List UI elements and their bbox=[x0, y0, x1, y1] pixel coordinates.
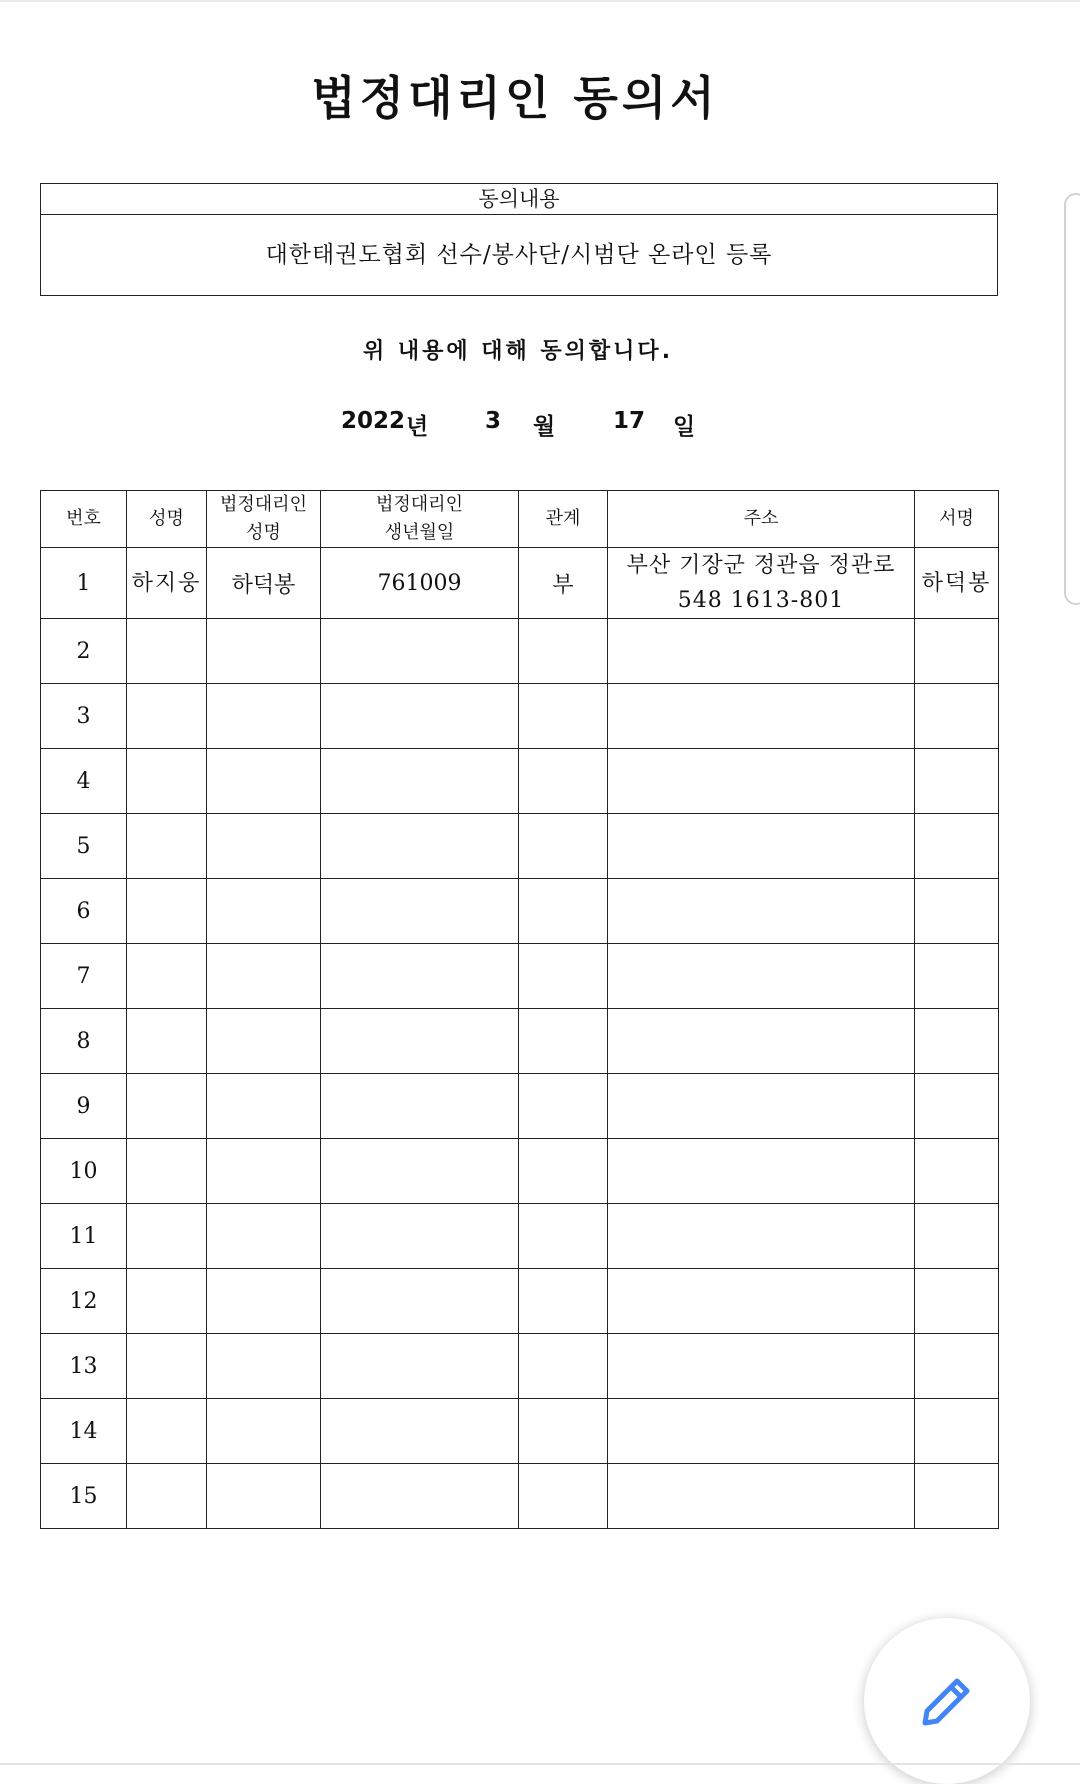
cell-signature: 하덕봉 bbox=[915, 548, 999, 619]
cell-address bbox=[608, 1074, 915, 1139]
cell-guardian-birth bbox=[321, 1139, 519, 1204]
cell-no: 5 bbox=[41, 814, 127, 879]
cell-guardian-birth bbox=[321, 619, 519, 684]
date-year: 2022 bbox=[341, 408, 406, 434]
cell-signature bbox=[915, 1269, 999, 1334]
cell-address bbox=[608, 1269, 915, 1334]
cell-relation bbox=[519, 684, 608, 749]
cell-no: 10 bbox=[41, 1139, 127, 1204]
cell-name bbox=[127, 1139, 207, 1204]
cell-relation bbox=[519, 1139, 608, 1204]
table-row bbox=[41, 879, 999, 944]
cell-guardian-name bbox=[207, 684, 321, 749]
cell-guardian-name bbox=[207, 1204, 321, 1269]
cell-signature bbox=[915, 1334, 999, 1399]
cell-no: 3 bbox=[41, 684, 127, 749]
cell-relation bbox=[519, 814, 608, 879]
cell-no: 2 bbox=[41, 619, 127, 684]
cell-guardian-name bbox=[207, 1074, 321, 1139]
table-row bbox=[41, 944, 999, 1009]
cell-guardian-birth bbox=[321, 814, 519, 879]
cell-name bbox=[127, 1334, 207, 1399]
cell-address bbox=[608, 1009, 915, 1074]
cell-address bbox=[608, 749, 915, 814]
cell-no: 11 bbox=[41, 1204, 127, 1269]
cell-address bbox=[608, 1399, 915, 1464]
date-month-unit: 월 bbox=[533, 414, 556, 440]
scrollbar-handle[interactable] bbox=[1064, 193, 1080, 605]
cell-signature bbox=[915, 944, 999, 1009]
table-row bbox=[41, 1074, 999, 1139]
table-row bbox=[41, 1009, 999, 1074]
guardian-table bbox=[40, 490, 999, 1529]
cell-address bbox=[608, 814, 915, 879]
cell-address bbox=[608, 1334, 915, 1399]
cell-relation: 부 bbox=[519, 548, 608, 619]
cell-address bbox=[608, 1204, 915, 1269]
cell-signature bbox=[915, 684, 999, 749]
cell-name: 하지웅 bbox=[127, 548, 207, 619]
cell-guardian-birth bbox=[321, 1399, 519, 1464]
cell-signature bbox=[915, 1204, 999, 1269]
cell-relation bbox=[519, 749, 608, 814]
cell-relation bbox=[519, 1269, 608, 1334]
cell-guardian-birth bbox=[321, 1334, 519, 1399]
cell-guardian-name bbox=[207, 879, 321, 944]
header-address: 주소 bbox=[608, 491, 915, 548]
cell-address bbox=[608, 1139, 915, 1204]
cell-signature bbox=[915, 1139, 999, 1204]
consent-header: 동의내용 bbox=[41, 184, 997, 215]
cell-address: 부산 기장군 정관읍 정관로 548 1613-801 bbox=[608, 548, 915, 619]
cell-guardian-name bbox=[207, 1139, 321, 1204]
cell-guardian-birth bbox=[321, 1074, 519, 1139]
cell-relation bbox=[519, 619, 608, 684]
cell-signature bbox=[915, 1074, 999, 1139]
cell-address bbox=[608, 944, 915, 1009]
cell-signature bbox=[915, 1399, 999, 1464]
table-row bbox=[41, 1464, 999, 1529]
cell-relation bbox=[519, 1464, 608, 1529]
cell-guardian-birth bbox=[321, 1464, 519, 1529]
cell-guardian-birth bbox=[321, 749, 519, 814]
cell-name bbox=[127, 814, 207, 879]
cell-guardian-birth bbox=[321, 684, 519, 749]
cell-guardian-birth: 761009 bbox=[321, 548, 519, 619]
cell-no: 7 bbox=[41, 944, 127, 1009]
header-relation: 관계 bbox=[519, 491, 608, 548]
cell-relation bbox=[519, 1009, 608, 1074]
cell-signature bbox=[915, 814, 999, 879]
table-row bbox=[41, 1204, 999, 1269]
cell-guardian-birth bbox=[321, 1269, 519, 1334]
header-guardian-name: 법정대리인 성명 bbox=[207, 491, 321, 548]
cell-no: 9 bbox=[41, 1074, 127, 1139]
cell-guardian-name bbox=[207, 1009, 321, 1074]
header-name: 성명 bbox=[127, 491, 207, 548]
cell-signature bbox=[915, 1464, 999, 1529]
cell-no: 14 bbox=[41, 1399, 127, 1464]
cell-name bbox=[127, 1464, 207, 1529]
table-row bbox=[41, 1399, 999, 1464]
cell-guardian-name bbox=[207, 619, 321, 684]
cell-name bbox=[127, 879, 207, 944]
cell-signature bbox=[915, 749, 999, 814]
cell-name bbox=[127, 684, 207, 749]
cell-relation bbox=[519, 1204, 608, 1269]
cell-name bbox=[127, 1399, 207, 1464]
cell-no: 12 bbox=[41, 1269, 127, 1334]
cell-name bbox=[127, 619, 207, 684]
cell-guardian-name bbox=[207, 1269, 321, 1334]
cell-guardian-name bbox=[207, 944, 321, 1009]
cell-signature bbox=[915, 619, 999, 684]
top-divider bbox=[0, 0, 1080, 2]
cell-guardian-birth bbox=[321, 944, 519, 1009]
header-signature: 서명 bbox=[915, 491, 999, 548]
table-row bbox=[41, 749, 999, 814]
table-header-row bbox=[41, 491, 999, 548]
document-title: 법정대리인 동의서 bbox=[311, 71, 719, 125]
cell-no: 13 bbox=[41, 1334, 127, 1399]
cell-name bbox=[127, 1009, 207, 1074]
table-row bbox=[41, 1139, 999, 1204]
cell-no: 4 bbox=[41, 749, 127, 814]
cell-no: 15 bbox=[41, 1464, 127, 1529]
cell-address bbox=[608, 1464, 915, 1529]
cell-guardian-name bbox=[207, 749, 321, 814]
cell-guardian-birth bbox=[321, 879, 519, 944]
cell-name bbox=[127, 1204, 207, 1269]
cell-name bbox=[127, 1074, 207, 1139]
consent-box bbox=[40, 183, 998, 296]
table-row bbox=[41, 619, 999, 684]
cell-guardian-name bbox=[207, 814, 321, 879]
date-month: 3 bbox=[485, 408, 502, 434]
cell-address bbox=[608, 879, 915, 944]
date-day: 17 bbox=[613, 408, 646, 434]
agree-statement: 위 내용에 대해 동의합니다. bbox=[362, 339, 674, 364]
date-day-unit: 일 bbox=[673, 414, 696, 440]
edit-fab-button[interactable] bbox=[864, 1618, 1030, 1784]
header-guardian-birth: 법정대리인 생년월일 bbox=[321, 491, 519, 548]
table-row bbox=[41, 684, 999, 749]
cell-guardian-name bbox=[207, 1399, 321, 1464]
consent-content: 대한태권도협회 선수/봉사단/시범단 온라인 등록 bbox=[265, 242, 773, 268]
cell-guardian-name bbox=[207, 1334, 321, 1399]
header-no: 번호 bbox=[41, 491, 127, 548]
table-row bbox=[41, 814, 999, 879]
cell-relation bbox=[519, 1334, 608, 1399]
cell-guardian-birth bbox=[321, 1009, 519, 1074]
table-row bbox=[41, 1334, 999, 1399]
table-row bbox=[41, 548, 999, 619]
cell-guardian-birth bbox=[321, 1204, 519, 1269]
pencil-icon bbox=[917, 1671, 977, 1731]
cell-address bbox=[608, 684, 915, 749]
cell-guardian-name: 하덕봉 bbox=[207, 548, 321, 619]
cell-address bbox=[608, 619, 915, 684]
cell-relation bbox=[519, 944, 608, 1009]
date-year-unit: 년 bbox=[406, 414, 429, 440]
cell-no: 1 bbox=[41, 548, 127, 619]
cell-name bbox=[127, 749, 207, 814]
table-row bbox=[41, 1269, 999, 1334]
cell-guardian-name bbox=[207, 1464, 321, 1529]
cell-no: 6 bbox=[41, 879, 127, 944]
cell-no: 8 bbox=[41, 1009, 127, 1074]
cell-name bbox=[127, 1269, 207, 1334]
cell-name bbox=[127, 944, 207, 1009]
cell-relation bbox=[519, 1074, 608, 1139]
cell-relation bbox=[519, 879, 608, 944]
cell-signature bbox=[915, 879, 999, 944]
cell-signature bbox=[915, 1009, 999, 1074]
cell-relation bbox=[519, 1399, 608, 1464]
